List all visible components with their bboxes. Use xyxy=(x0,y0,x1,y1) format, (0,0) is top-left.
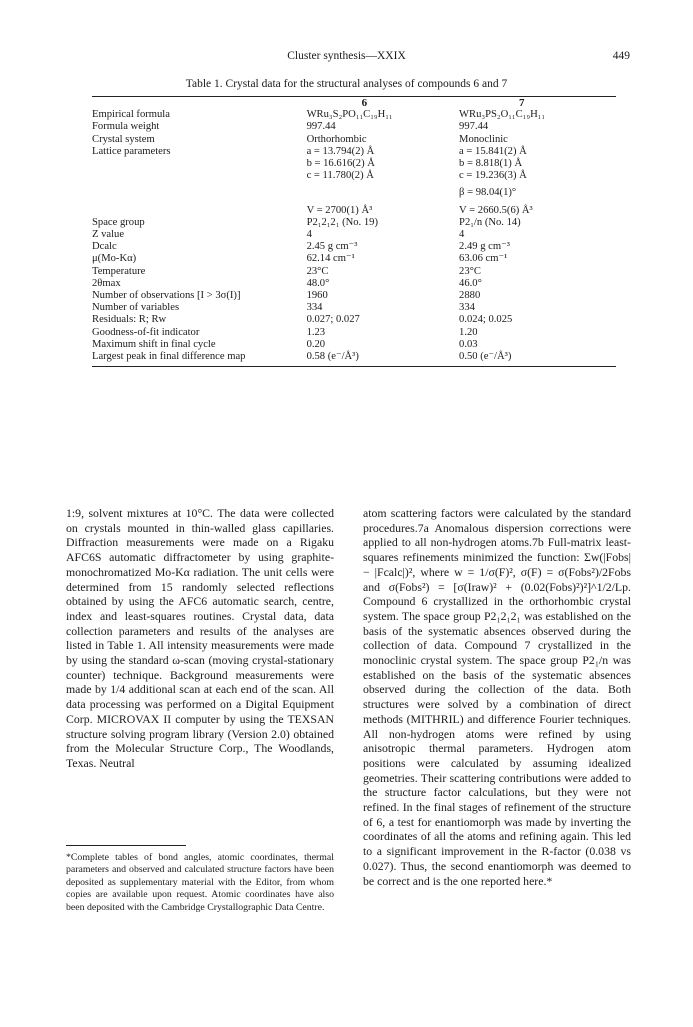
value-compound-6: 23°C xyxy=(306,265,329,277)
value-compound-7: Monoclinic xyxy=(459,133,508,145)
row-label: Z value xyxy=(92,229,125,241)
value-compound-7: b = 8.818(1) Å xyxy=(459,158,523,170)
row-label xyxy=(92,205,307,217)
table-row xyxy=(92,253,616,265)
table-header-blank xyxy=(92,97,307,109)
table-row xyxy=(92,187,616,199)
value-compound-7: P2₁/n (No. 14) xyxy=(459,216,521,228)
value-compound-7: 4 xyxy=(459,229,465,241)
row-label: Formula weight xyxy=(92,121,160,133)
footnote-divider xyxy=(66,845,186,846)
table-caption: Table 1. Crystal data for the structural analyses of compounds 6 and 7 xyxy=(185,78,508,90)
value-compound-7: β = 98.04(1)° xyxy=(459,187,517,199)
row-label: Number of variables xyxy=(92,302,180,314)
table-row xyxy=(92,217,616,229)
value-compound-6: 62.14 cm⁻¹ xyxy=(306,253,355,265)
value-compound-6: WRu₃S₂PO₁₁C₁₉H₁₁ xyxy=(306,109,393,121)
row-label: Number of observations [I > 3σ(I)] xyxy=(92,290,241,302)
table-column-headers xyxy=(92,97,616,109)
value-compound-6: P2₁2₁2₁ (No. 19) xyxy=(306,216,378,228)
row-label: Space group xyxy=(92,216,145,228)
body-paragraph-left: 1:9, solvent mixtures at 10°C. The data were collected on crystals mounted in thin-walled glass capillaries. Diffraction measurements were made on a Rigaku AFC6S automatic diffractometer by using graphite-monochromatized Mo-Kα radiation. The unit cells were determined from 15 randomly selected reflections obtained by using the AFC6 automatic search, centre, index and least-squares routines. Crystal data, data collection parameters and results of the analyses are listed in Table 1. All intensity measurements were made by using the standard ω-scan (moving crystal-stationary counter) technique. Background measurements were made by 1/4 additional scan at each end of the scan. All data processing was performed on a Digital Equipment Corp. MICROVAX II computer by using the TEXSAN structure solving program library (Version 2.0) obtained from the Molecular Structure Corp., The Woodlands, Texas. Neutral xyxy=(66,506,334,770)
table-row xyxy=(92,327,616,339)
crystal-data-grid xyxy=(92,97,616,363)
value-compound-7: c = 19.236(3) Å xyxy=(459,170,527,182)
value-compound-6: 1960 xyxy=(306,290,328,302)
value-compound-7: 63.06 cm⁻¹ xyxy=(459,253,508,265)
value-compound-6: 48.0° xyxy=(306,277,330,289)
value-compound-7: 23°C xyxy=(459,265,481,277)
table-row xyxy=(92,158,616,170)
value-compound-6: 1.23 xyxy=(306,326,326,338)
value-compound-7: 2880 xyxy=(459,290,481,302)
table-row xyxy=(92,290,616,302)
value-compound-7: 0.50 (e⁻/Å³) xyxy=(459,351,512,363)
value-compound-7: 0.024; 0.025 xyxy=(459,314,513,326)
value-compound-6: a = 13.794(2) Å xyxy=(306,145,375,157)
table-row xyxy=(92,134,616,146)
body-column-right xyxy=(363,506,631,888)
value-compound-6 xyxy=(307,187,459,199)
value-compound-7: 46.0° xyxy=(459,277,482,289)
value-compound-6: 997.44 xyxy=(306,121,336,133)
table-row xyxy=(92,229,616,241)
table-row xyxy=(92,121,616,133)
row-label xyxy=(92,158,307,170)
value-compound-7: 334 xyxy=(459,302,475,314)
table-row xyxy=(92,241,616,253)
row-label: Dcalc xyxy=(92,241,117,253)
value-compound-6: 0.58 (e⁻/Å³) xyxy=(306,351,359,363)
table-row xyxy=(92,266,616,278)
value-compound-6: 2.45 g cm⁻³ xyxy=(306,241,358,253)
value-compound-6: 0.027; 0.027 xyxy=(306,314,360,326)
row-label: 2θmax xyxy=(92,277,121,289)
row-label: μ(Mo-Kα) xyxy=(92,253,137,265)
row-label: Goodness-of-fit indicator xyxy=(92,326,200,338)
value-compound-6: b = 16.616(2) Å xyxy=(306,158,375,170)
body-column-left xyxy=(66,506,334,771)
value-compound-6: 334 xyxy=(306,302,323,314)
table-row xyxy=(92,302,616,314)
value-compound-6: c = 11.780(2) Å xyxy=(306,170,374,182)
value-compound-6: 4 xyxy=(306,229,312,241)
row-label: Temperature xyxy=(92,265,146,277)
footnote: *Complete tables of bond angles, atomic coordinates, thermal parameters and observed and calculated structure factors have been deposited as supplementary material with the Editor, from whom copies are available upon request. Atomic coordinates have also been deposited with the Cambridge Crystallographic Data Centre. xyxy=(66,852,334,913)
page-number: 449 xyxy=(612,50,630,62)
page-header xyxy=(0,50,693,66)
value-compound-7: a = 15.841(2) Å xyxy=(459,145,527,157)
running-title: Cluster synthesis—XXIX xyxy=(287,50,406,62)
crystal-data-table xyxy=(92,96,616,367)
row-label xyxy=(92,187,307,199)
value-compound-7: 997.44 xyxy=(459,121,489,133)
column-header-7: 7 xyxy=(519,97,525,109)
table-row xyxy=(92,339,616,351)
value-compound-7: WRu₃PS₂O₁₁C₁₉H₁₁ xyxy=(459,109,546,121)
table-row xyxy=(92,146,616,158)
table-bottom-rule xyxy=(92,366,616,367)
value-compound-7: 0.03 xyxy=(459,338,478,350)
value-compound-6: 0.20 xyxy=(306,338,326,350)
value-compound-7: V = 2660.5(6) Å³ xyxy=(459,204,533,216)
table-row xyxy=(92,278,616,290)
value-compound-7: 1.20 xyxy=(459,326,478,338)
table-row xyxy=(92,351,616,363)
row-label: Empirical formula xyxy=(92,109,170,121)
column-header-6: 6 xyxy=(361,97,368,109)
row-label xyxy=(92,170,307,182)
table-row xyxy=(92,170,616,182)
value-compound-6: Orthorhombic xyxy=(306,133,367,145)
row-label: Lattice parameters xyxy=(92,145,171,157)
table-row xyxy=(92,205,616,217)
table-row xyxy=(92,109,616,121)
table-row xyxy=(92,314,616,326)
row-label: Crystal system xyxy=(92,133,155,145)
body-paragraph-right: atom scattering factors were calculated by the standard procedures.7a Anomalous dispersion corrections were applied to all non-hydrogen atoms.7b Full-matrix least-squares refinements minimized the function: Σw(|Fobs| − |Fcalc|)², where w = 1/σ(F)², σ(F) = σ(Fobs²)/2Fobs and σ(Fobs²) = [σ(Iraw)² + (0.02(Fobs)²)²]^1/2/Lp. Compound 6 crystallized in the orthorhombic crystal system. The space group P2₁2₁2₁ was established on the basis of the systematic absences observed during the collection of data. Compound 7 crystallized in the monoclinic crystal system. The space group P2₁/n was established on the basis of the systematic absences observed during the collection of the data. Both structures were solved by a combination of direct methods (MITHRIL) and difference Fourier techniques. All non-hydrogen atoms were refined by using anisotropic thermal parameters. Hydrogen atom positions were calculated by assuming idealized geometries. Their scattering contributions were added to the structure factor calculations, but they were not refined. In the final stages of refinement of the structure of 6, a test for enantiomorph was made by inverting the coordinates of all the atoms and refining again. This led to a significant improvement in the R-factor (0.038 vs 0.027). Thus, the second enantiomorph was deemed to be correct and is the one reported here.* xyxy=(363,506,631,888)
row-label: Residuals: R; Rw xyxy=(92,314,167,326)
value-compound-6: V = 2700(1) Å³ xyxy=(306,204,373,216)
row-label: Largest peak in final difference map xyxy=(92,351,246,363)
row-label: Maximum shift in final cycle xyxy=(92,338,216,350)
value-compound-7: 2.49 g cm⁻³ xyxy=(459,241,510,253)
